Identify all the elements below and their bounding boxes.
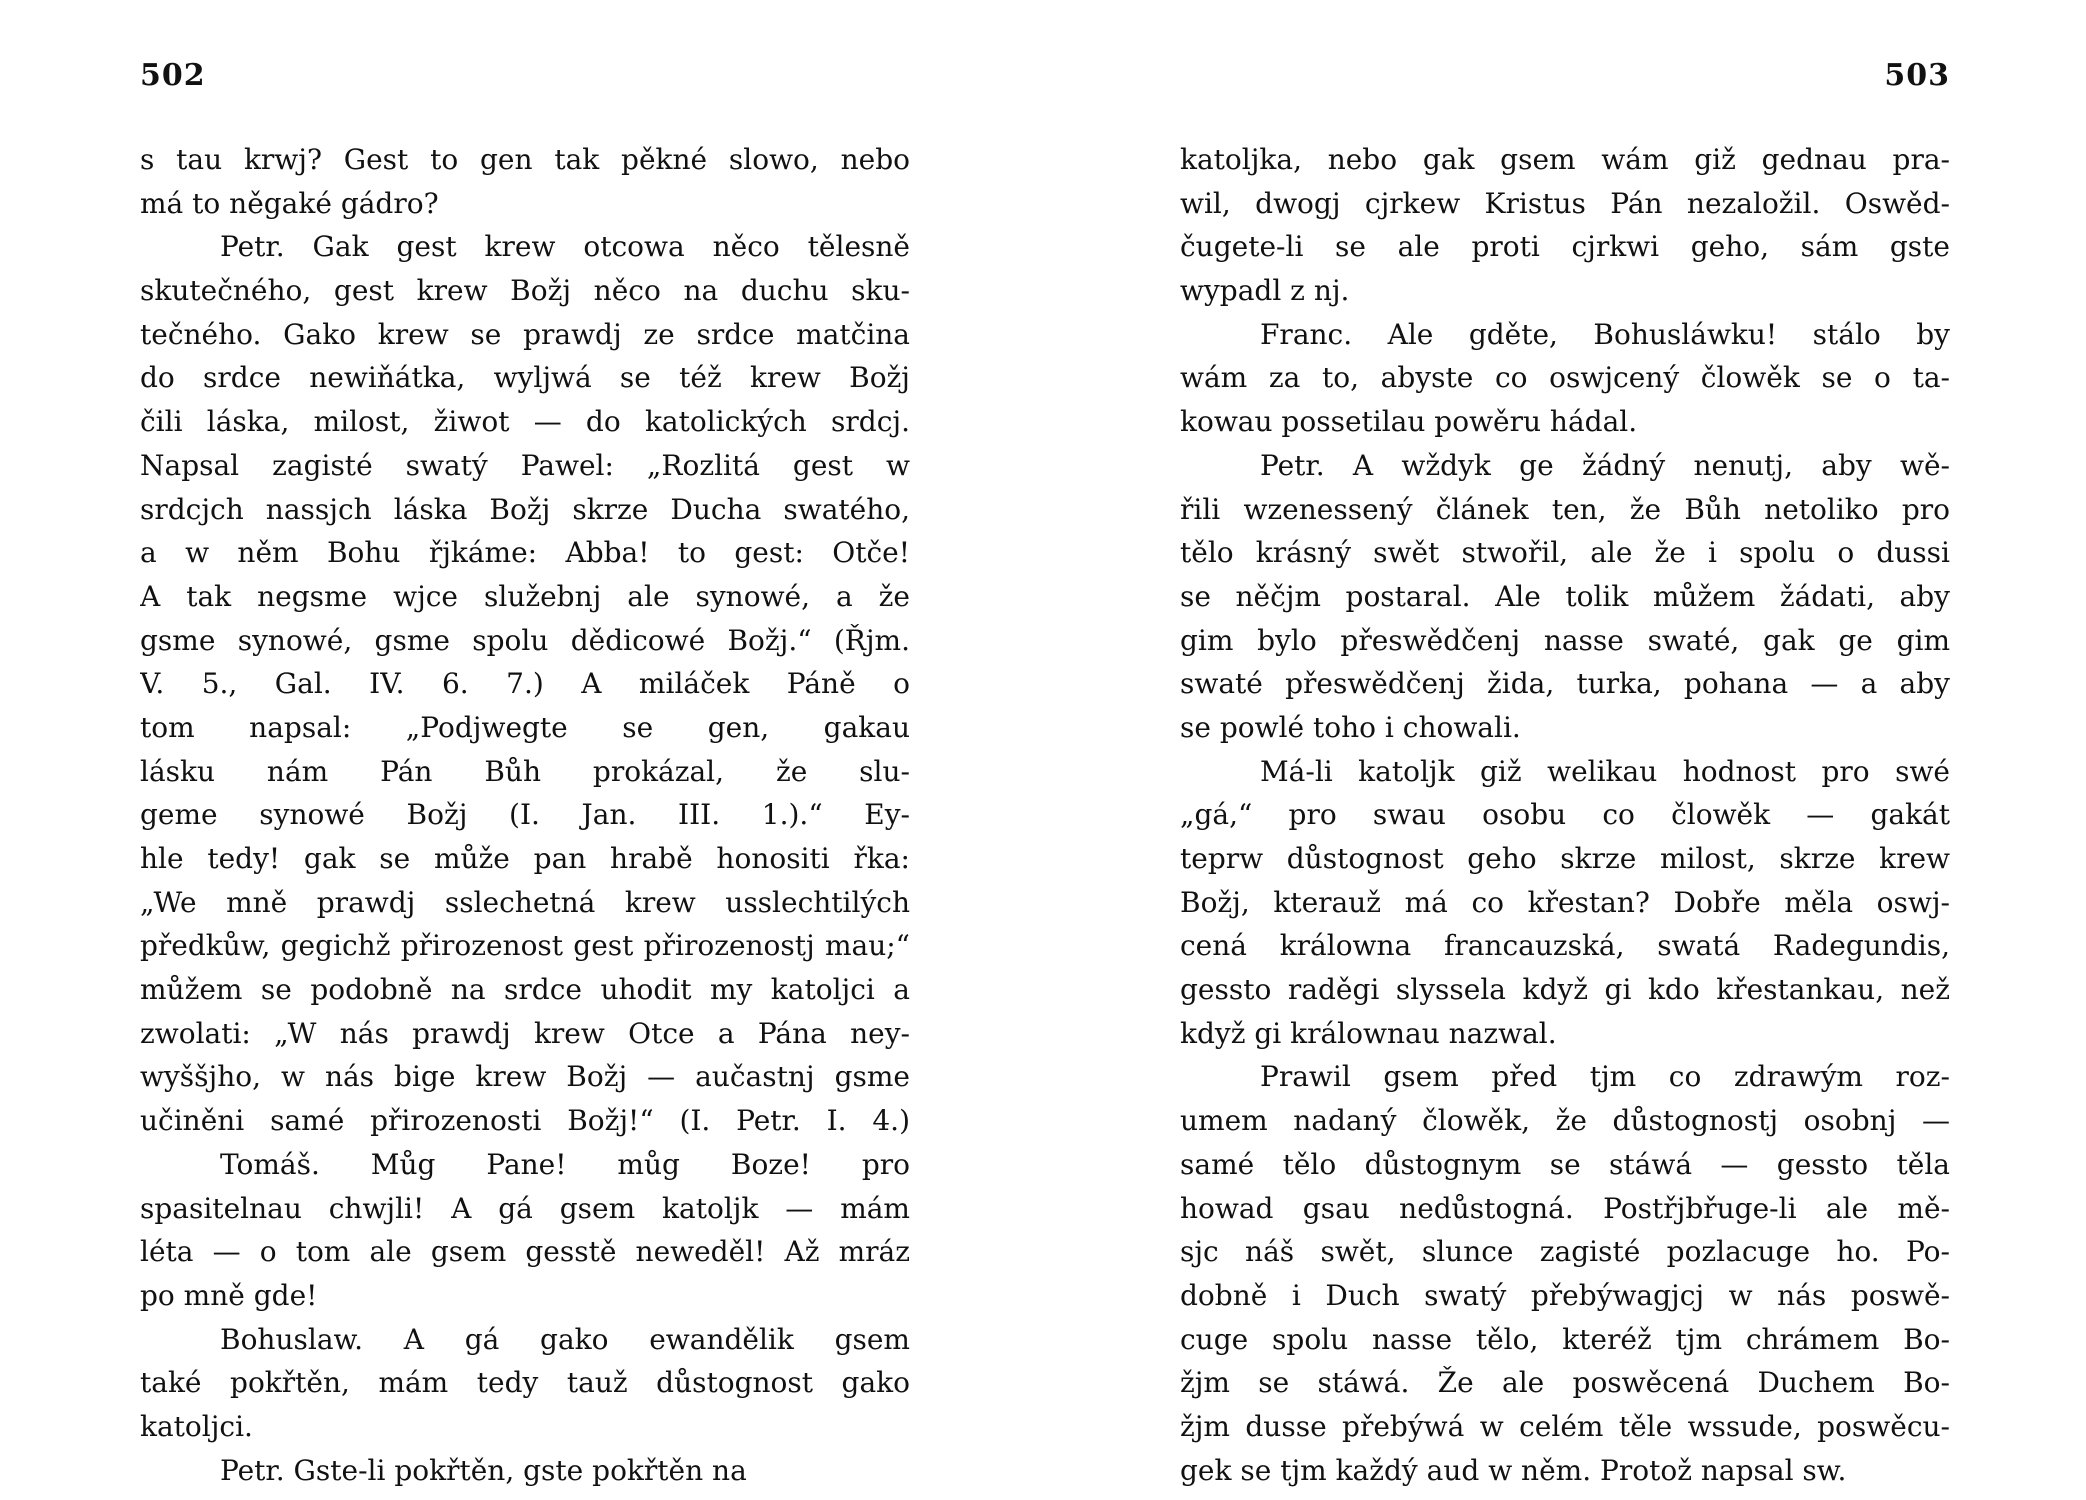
text-line: také pokřtěn, mám tedy tauž důstognost gako xyxy=(140,1366,910,1400)
text-line: tělo krásný swět stwořil, ale že i spolu o dussi xyxy=(1180,536,1950,570)
text-line: má to něgaké gádro? xyxy=(140,186,439,220)
page-number-right: 503 xyxy=(1884,58,1950,93)
text-line: gsme synowé, gsme spolu dědicowé Božj.“ (Řjm. xyxy=(140,623,910,657)
right-page xyxy=(1180,0,1950,1500)
text-line: katoljka, nebo gak gsem wám giž gednau pra- xyxy=(1180,143,1950,176)
page-number-left: 502 xyxy=(140,58,206,93)
text-line: sjc náš swět, slunce zagisté pozlacuge ho. Po- xyxy=(1180,1235,1950,1269)
text-line: tečného. Gako krew se prawdj ze srdce matčina xyxy=(140,317,910,351)
text-line: cuge spolu nasse tělo, kteréž tjm chrámem Bo- xyxy=(1180,1322,1950,1356)
text-line: zwolati: „W nás prawdj krew Otce a Pána ney- xyxy=(140,1016,910,1050)
text-line: Prawil gsem před tjm co zdrawým roz- xyxy=(1260,1060,1950,1094)
text-line: učiněni samé přirozenosti Božj!“ (I. Petr. I. 4.) xyxy=(140,1104,910,1138)
left-page-text xyxy=(140,138,910,1492)
text-line: wil, dwogj cjrkew Kristus Pán nezaložil. Oswěd- xyxy=(1180,186,1950,220)
text-line: „gá,“ pro swau osobu co člowěk — gakát xyxy=(1180,798,1950,832)
text-line: Tomáš. Můg Pane! můg Boze! pro xyxy=(220,1147,910,1181)
text-line: se powlé toho i chowali. xyxy=(1180,710,1521,744)
text-line: A tak negsme wjce služebnj ale synowé, a že xyxy=(140,579,910,613)
text-line: Má-li katoljk giž welikau hodnost pro swé xyxy=(1260,754,1950,788)
text-line: gim bylo přeswědčenj nasse swaté, gak ge gim xyxy=(1180,623,1950,657)
text-line: Božj, kterauž má co křestan? Dobře měla oswj- xyxy=(1180,885,1950,919)
text-line: wyššjho, w nás bige krew Božj — aučastnj gsme xyxy=(140,1060,910,1094)
text-line: teprw důstognost geho skrze milost, skrze krew xyxy=(1180,842,1950,875)
text-line: se něčjm postaral. Ale tolik můžem žádati, aby xyxy=(1180,579,1950,613)
text-line: gek se tjm každý aud w něm. Protož napsal sw. xyxy=(1180,1453,1847,1487)
text-line: howad gsau nedůstogná. Postřjbřuge-li ale mě- xyxy=(1180,1191,1950,1225)
text-line: umem nadaný člowěk, že důstognostj osobnj — xyxy=(1180,1104,1950,1138)
text-line: žjm dusse přebýwá w celém těle wssude, poswěcu- xyxy=(1180,1409,1950,1443)
text-line: Bohuslaw. A gá gako ewandělik gsem xyxy=(220,1322,910,1356)
text-line: samé tělo důstognym se stáwá — gessto těla xyxy=(1180,1147,1950,1181)
text-line: Franc. Ale gděte, Bohusláwku! stálo by xyxy=(1260,317,1950,351)
text-line: léta — o tom ale gsem gesstě neweděl! Až mráz xyxy=(140,1235,910,1269)
text-line: geme synowé Božj (I. Jan. III. 1.).“ Ey- xyxy=(140,798,910,832)
text-line: a w něm Bohu řjkáme: Abba! to gest: Otče! xyxy=(140,536,910,570)
text-line: tom napsal: „Podjwegte se gen, gakau xyxy=(140,710,910,744)
text-line: čugete-li se ale proti cjrkwi geho, sám gste xyxy=(1180,230,1950,264)
text-line: hle tedy! gak se může pan hrabě honositi řka: xyxy=(140,842,910,875)
text-line: do srdce newiňátka, wyljwá se též krew Božj xyxy=(140,361,910,395)
text-line: žjm se stáwá. Že ale poswěcená Duchem Bo- xyxy=(1180,1366,1950,1400)
text-line: předkůw, gegichž přirozenost gest přirozenostj mau;“ xyxy=(140,929,910,963)
text-line: dobně i Duch swatý přebýwagjcj w nás poswě- xyxy=(1180,1278,1950,1312)
text-line: kowau possetilau powěru hádal. xyxy=(1180,405,1638,439)
text-line: Petr. A wždyk ge žádný nenutj, aby wě- xyxy=(1260,448,1950,482)
text-line: wypadl z nj. xyxy=(1180,274,1350,308)
right-page-text xyxy=(1180,138,1950,1492)
text-line: srdcjch nassjch láska Božj skrze Ducha swatého, xyxy=(140,492,910,526)
text-line: spasitelnau chwjli! A gá gsem katoljk — mám xyxy=(140,1191,910,1225)
text-line: cená králowna francauzská, swatá Radegundis, xyxy=(1180,929,1950,963)
text-line: můžem se podobně na srdce uhodit my katoljci a xyxy=(140,973,910,1007)
text-line: řili wzenessený článek ten, že Bůh netoliko pro xyxy=(1180,492,1950,526)
text-line: čili láska, milost, žiwot — do katolických srdcj. xyxy=(140,405,910,439)
text-line: s tau krwj? Gest to gen tak pěkné slowo, nebo xyxy=(140,143,910,176)
left-page xyxy=(140,0,910,1500)
text-line: Petr. Gste-li pokřtěn, gste pokřtěn na xyxy=(220,1453,747,1487)
text-line: „We mně prawdj sslechetná krew usslechtilých xyxy=(140,885,910,919)
text-line: wám za to, abyste co oswjcený člowěk se o ta- xyxy=(1180,361,1950,395)
text-line: skutečného, gest krew Božj něco na duchu sku- xyxy=(140,274,910,308)
text-line: lásku nám Pán Bůh prokázal, že slu- xyxy=(140,754,910,788)
text-line: Napsal zagisté swatý Pawel: „Rozlitá gest w xyxy=(140,448,910,482)
text-line: V. 5., Gal. IV. 6. 7.) A miláček Páně o xyxy=(140,667,910,701)
text-line: po mně gde! xyxy=(140,1278,318,1312)
text-line: katoljci. xyxy=(140,1409,253,1443)
text-line: gessto raděgi slyssela když gi kdo křestankau, než xyxy=(1180,973,1950,1007)
text-line: Petr. Gak gest krew otcowa něco tělesně xyxy=(220,230,910,264)
text-line: když gi králownau nazwal. xyxy=(1180,1016,1557,1050)
text-line: swaté přeswědčenj žida, turka, pohana — a aby xyxy=(1180,667,1950,701)
